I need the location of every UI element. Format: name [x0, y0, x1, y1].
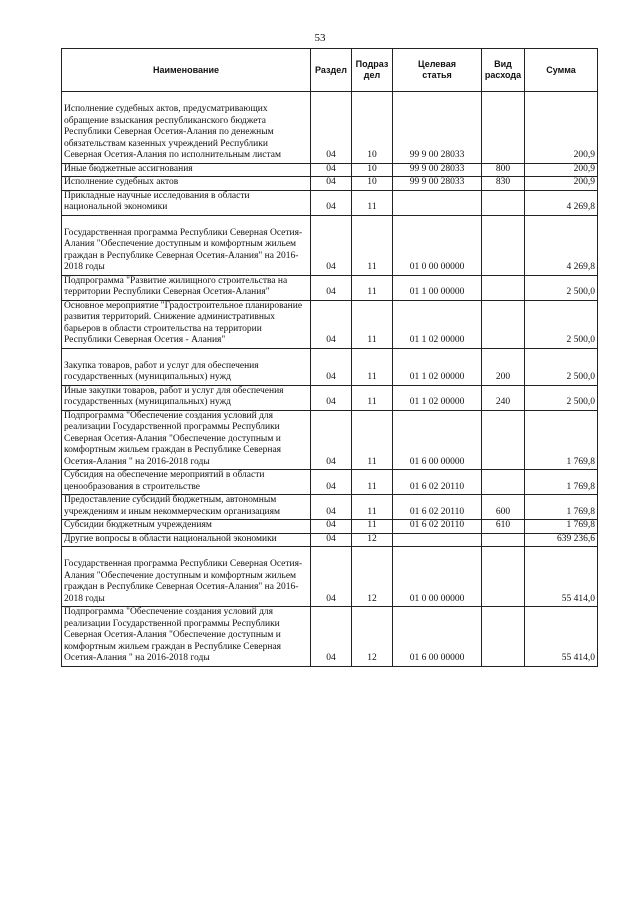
cell-sum: 4 269,8	[525, 215, 598, 275]
cell-expense: 240	[482, 385, 525, 410]
cell-expense	[482, 215, 525, 275]
cell-sum: 2 500,0	[525, 348, 598, 385]
cell-section: 04	[311, 190, 352, 215]
cell-sum: 639 236,6	[525, 533, 598, 547]
cell-expense: 610	[482, 520, 525, 534]
table-row	[62, 163, 598, 177]
table-row	[62, 410, 598, 470]
cell-expense	[482, 410, 525, 470]
cell-section: 04	[311, 520, 352, 534]
cell-subsection: 10	[352, 163, 393, 177]
cell-subsection: 12	[352, 533, 393, 547]
cell-subsection: 12	[352, 607, 393, 667]
cell-name: Другие вопросы в области национальной экономики	[62, 533, 311, 547]
cell-target: 01 0 00 00000	[393, 547, 482, 607]
cell-section: 04	[311, 495, 352, 520]
cell-subsection: 11	[352, 275, 393, 300]
cell-expense	[482, 190, 525, 215]
table-row	[62, 92, 598, 164]
table-row	[62, 495, 598, 520]
cell-sum: 200,9	[525, 92, 598, 164]
cell-section: 04	[311, 607, 352, 667]
cell-sum: 2 500,0	[525, 300, 598, 348]
cell-section: 04	[311, 470, 352, 495]
cell-sum: 55 414,0	[525, 547, 598, 607]
cell-name: Исполнение судебных актов, предусматривающих обращение взыскания республиканского бюджета Республики Северная Осетия-Алания по денежным обязательствам казенных учреждений Республики Северная Осетия-Алания по исполнительным листам	[62, 92, 311, 164]
header-expense: Вид расхода	[482, 49, 525, 92]
cell-subsection: 11	[352, 385, 393, 410]
cell-expense	[482, 275, 525, 300]
cell-sum: 55 414,0	[525, 607, 598, 667]
cell-subsection: 11	[352, 215, 393, 275]
cell-subsection: 12	[352, 547, 393, 607]
cell-sum: 2 500,0	[525, 385, 598, 410]
table-row	[62, 348, 598, 385]
cell-target: 01 1 02 00000	[393, 385, 482, 410]
cell-subsection: 11	[352, 470, 393, 495]
cell-sum: 1 769,8	[525, 495, 598, 520]
table-row	[62, 300, 598, 348]
cell-name: Основное мероприятие "Градостроительное планирование развития территорий. Снижение административных барьеров в области строительства на территории Республики Северная Осетия - Алания"	[62, 300, 311, 348]
cell-name: Субсидии бюджетным учреждениям	[62, 520, 311, 534]
cell-target	[393, 533, 482, 547]
cell-sum: 2 500,0	[525, 275, 598, 300]
cell-expense	[482, 533, 525, 547]
cell-sum: 200,9	[525, 163, 598, 177]
cell-subsection: 11	[352, 300, 393, 348]
header-subsection: Подраз дел	[352, 49, 393, 92]
cell-subsection: 11	[352, 495, 393, 520]
table-row	[62, 520, 598, 534]
cell-target: 01 6 02 20110	[393, 495, 482, 520]
cell-name: Подпрограмма "Обеспечение создания условий для реализации Государственной программы Республики Северная Осетия-Алания "Обеспечение доступным и комфортным жильем граждан в Республике Северная Осетия-Алания " на 2016-2018 годы	[62, 607, 311, 667]
cell-subsection: 11	[352, 410, 393, 470]
table-row	[62, 533, 598, 547]
cell-name: Подпрограмма "Развитие жилищного строительства на территории Республики Северная Осетия-Алания"	[62, 275, 311, 300]
table-row	[62, 215, 598, 275]
header-section: Раздел	[311, 49, 352, 92]
cell-target: 01 6 02 20110	[393, 470, 482, 495]
cell-section: 04	[311, 348, 352, 385]
cell-target: 99 9 00 28033	[393, 92, 482, 164]
cell-expense	[482, 470, 525, 495]
cell-subsection: 11	[352, 520, 393, 534]
table-row	[62, 385, 598, 410]
cell-target: 01 0 00 00000	[393, 215, 482, 275]
cell-subsection: 11	[352, 348, 393, 385]
table-row	[62, 190, 598, 215]
page-number: 53	[314, 32, 326, 44]
cell-expense	[482, 547, 525, 607]
cell-target: 01 1 00 00000	[393, 275, 482, 300]
cell-expense: 200	[482, 348, 525, 385]
table-row	[62, 547, 598, 607]
cell-sum: 1 769,8	[525, 410, 598, 470]
cell-name: Подпрограмма "Обеспечение создания условий для реализации Государственной программы Республики Северная Осетия-Алания "Обеспечение доступным и комфортным жильем граждан в Республике Северная Осетия-Алания " на 2016-2018 годы	[62, 410, 311, 470]
cell-name: Государственная программа Республики Северная Осетия-Алания "Обеспечение доступным и комфортным жильем граждан в Республике Северная Осетия-Алания" на 2016-2018 годы	[62, 215, 311, 275]
cell-name: Государственная программа Республики Северная Осетия-Алания "Обеспечение доступным и комфортным жильем граждан в Республике Северная Осетия-Алания" на 2016-2018 годы	[62, 547, 311, 607]
cell-section: 04	[311, 547, 352, 607]
header-sum: Сумма	[525, 49, 598, 92]
cell-section: 04	[311, 410, 352, 470]
cell-section: 04	[311, 533, 352, 547]
cell-section: 04	[311, 163, 352, 177]
cell-target: 01 1 02 00000	[393, 348, 482, 385]
cell-target: 99 9 00 28033	[393, 177, 482, 191]
table-row	[62, 275, 598, 300]
cell-subsection: 10	[352, 92, 393, 164]
cell-section: 04	[311, 385, 352, 410]
cell-expense: 830	[482, 177, 525, 191]
header-name: Наименование	[62, 49, 311, 92]
cell-name: Прикладные научные исследования в области национальной экономики	[62, 190, 311, 215]
cell-target	[393, 190, 482, 215]
table-row	[62, 607, 598, 667]
cell-name: Исполнение судебных актов	[62, 177, 311, 191]
cell-expense	[482, 300, 525, 348]
cell-name: Иные закупки товаров, работ и услуг для обеспечения государственных (муниципальных) нужд	[62, 385, 311, 410]
table-header-row	[62, 49, 598, 92]
cell-expense: 600	[482, 495, 525, 520]
cell-sum: 1 769,8	[525, 520, 598, 534]
cell-section: 04	[311, 177, 352, 191]
cell-name: Субсидия на обеспечение мероприятий в области ценообразования в строительстве	[62, 470, 311, 495]
cell-section: 04	[311, 275, 352, 300]
cell-name: Закупка товаров, работ и услуг для обеспечения государственных (муниципальных) нужд	[62, 348, 311, 385]
cell-expense	[482, 92, 525, 164]
cell-name: Иные бюджетные ассигнования	[62, 163, 311, 177]
cell-sum: 1 769,8	[525, 470, 598, 495]
header-target: Целевая статья	[393, 49, 482, 92]
cell-expense	[482, 607, 525, 667]
cell-section: 04	[311, 92, 352, 164]
cell-section: 04	[311, 300, 352, 348]
cell-target: 01 6 00 00000	[393, 607, 482, 667]
cell-target: 01 1 02 00000	[393, 300, 482, 348]
table-row	[62, 177, 598, 191]
cell-sum: 200,9	[525, 177, 598, 191]
cell-section: 04	[311, 215, 352, 275]
cell-sum: 4 269,8	[525, 190, 598, 215]
cell-target: 01 6 00 00000	[393, 410, 482, 470]
cell-name: Предоставление субсидий бюджетным, автономным учреждениям и иным некоммерческим организациям	[62, 495, 311, 520]
cell-target: 99 9 00 28033	[393, 163, 482, 177]
cell-expense: 800	[482, 163, 525, 177]
table-row	[62, 470, 598, 495]
cell-target: 01 6 02 20110	[393, 520, 482, 534]
budget-table	[61, 48, 598, 667]
cell-subsection: 10	[352, 177, 393, 191]
cell-subsection: 11	[352, 190, 393, 215]
